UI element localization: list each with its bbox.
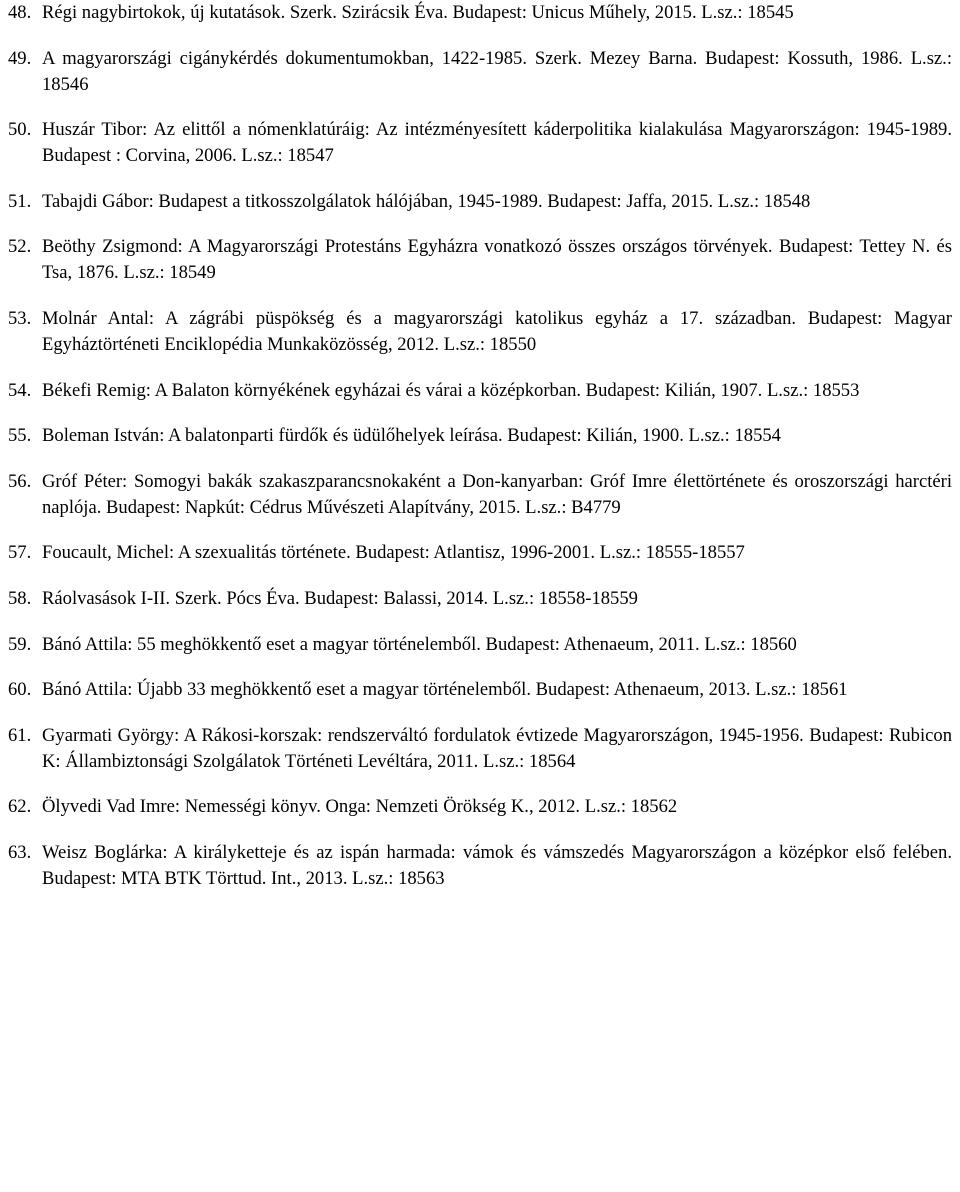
bibliography-entry — [8, 794, 952, 820]
bibliography-entry — [8, 840, 952, 892]
bibliography-list — [8, 0, 952, 912]
bibliography-entry — [8, 306, 952, 358]
entry-text: Boleman István: A balatonparti fürdők és üdülőhelyek leírása. Budapest: Kilián, 1900. L.sz.: 18554 — [42, 425, 781, 447]
entry-number: 52. — [8, 236, 32, 258]
entry-number: 49. — [8, 47, 32, 69]
entry-text: Tabajdi Gábor: Budapest a titkosszolgálatok hálójában, 1945-1989. Budapest: Jaffa, 2015. L.sz.: 18548 — [42, 190, 811, 212]
entry-number: 57. — [8, 542, 32, 564]
entry-text: Gyarmati György: A Rákosi-korszak: rendszerváltó fordulatok évtizede Magyarországon, 1945-1956. Budapest: Rubicon K: Állambiztonsági Szolgálatok Történeti Levéltára, 2011. L.sz.: 18564 — [42, 724, 952, 772]
entry-text: Békefi Remig: A Balaton környékének egyházai és várai a középkorban. Budapest: Kilián, 1907. L.sz.: 18553 — [42, 379, 860, 401]
bibliography-entry — [8, 189, 952, 215]
entry-number: 54. — [8, 379, 32, 401]
entry-text: Ölyvedi Vad Imre: Nemességi könyv. Onga: Nemzeti Örökség K., 2012. L.sz.: 18562 — [42, 796, 678, 818]
entry-text: Beöthy Zsigmond: A Magyarországi Protestáns Egyházra vonatkozó összes országos törvények. Budapest: Tettey N. és Tsa, 1876. L.sz.: 18549 — [42, 236, 952, 284]
entry-text: Molnár Antal: A zágrábi püspökség és a magyarországi katolikus egyház a 17. században. Budapest: Magyar Egyháztörténeti Enciklopédia Munkaközösség, 2012. L.sz.: 18550 — [42, 307, 952, 355]
entry-text: Régi nagybirtokok, új kutatások. Szerk. Szirácsik Éva. Budapest: Unicus Műhely, 2015. L.sz.: 18545 — [42, 2, 794, 23]
bibliography-entry — [8, 378, 952, 404]
entry-number: 60. — [8, 679, 32, 701]
entry-text: Foucault, Michel: A szexualitás története. Budapest: Atlantisz, 1996-2001. L.sz.: 18555-18557 — [42, 542, 745, 564]
entry-number: 51. — [8, 190, 32, 212]
entry-number: 63. — [8, 841, 32, 863]
bibliography-entry — [8, 46, 952, 98]
entry-number: 48. — [8, 2, 32, 23]
bibliography-entry — [8, 469, 952, 521]
entry-text: Bánó Attila: Újabb 33 meghökkentő eset a magyar történelemből. Budapest: Athenaeum, 2013. L.sz.: 18561 — [42, 679, 848, 701]
entry-text: Bánó Attila: 55 meghökkentő eset a magyar történelemből. Budapest: Athenaeum, 2011. L.sz.: 18560 — [42, 633, 797, 655]
bibliography-entry — [8, 586, 952, 612]
bibliography-entry — [8, 723, 952, 775]
entry-text: Huszár Tibor: Az elittől a nómenklatúráig: Az intézményesített káderpolitika kialakulása Magyarországon: 1945-1989. Budapest : Corvina, 2006. L.sz.: 18547 — [42, 119, 952, 167]
entry-text: Gróf Péter: Somogyi bakák szakaszparancsnokaként a Don-kanyarban: Gróf Imre élettörténete és oroszországi harctéri naplója. Budapest: Napkút: Cédrus Művészeti Alapítvány, 2015. L.sz.: B4779 — [42, 470, 952, 518]
bibliography-entry — [8, 540, 952, 566]
entry-number: 62. — [8, 796, 32, 818]
entry-number: 56. — [8, 470, 32, 492]
entry-number: 53. — [8, 307, 32, 329]
entry-text: A magyarországi cigánykérdés dokumentumokban, 1422-1985. Szerk. Mezey Barna. Budapest: Kossuth, 1986. L.sz.: 18546 — [42, 47, 952, 95]
bibliography-entry — [8, 0, 952, 26]
entry-number: 61. — [8, 724, 32, 746]
entry-number: 58. — [8, 587, 32, 609]
bibliography-entry — [8, 677, 952, 703]
bibliography-entry — [8, 234, 952, 286]
bibliography-entry — [8, 423, 952, 449]
bibliography-entry — [8, 117, 952, 169]
entry-number: 59. — [8, 633, 32, 655]
bibliography-entry — [8, 632, 952, 658]
entry-number: 50. — [8, 119, 32, 141]
entry-text: Weisz Boglárka: A királyketteje és az ispán harmada: vámok és vámszedés Magyarországon a középkor első felében. Budapest: MTA BTK Törttud. Int., 2013. L.sz.: 18563 — [42, 841, 952, 889]
entry-text: Ráolvasások I-II. Szerk. Pócs Éva. Budapest: Balassi, 2014. L.sz.: 18558-18559 — [42, 587, 638, 609]
entry-number: 55. — [8, 425, 32, 447]
